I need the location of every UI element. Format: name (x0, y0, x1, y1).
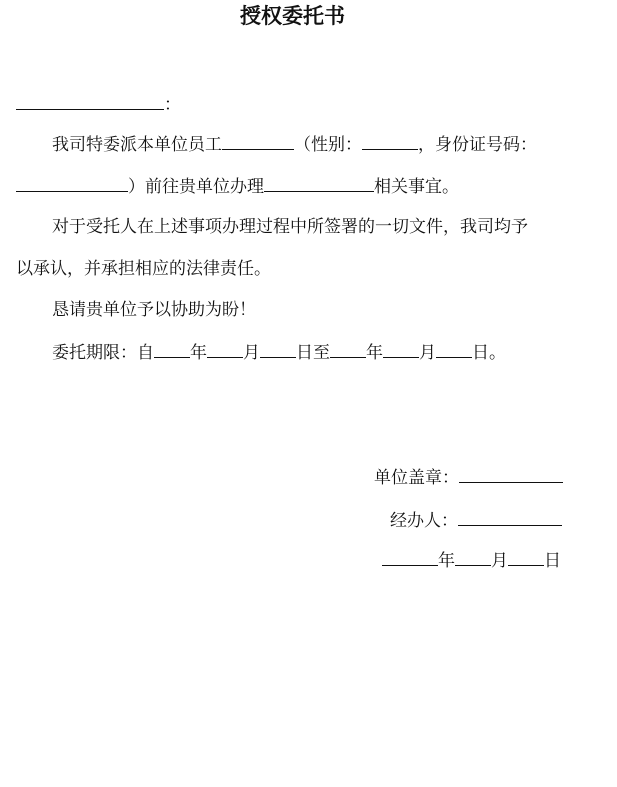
sign-day-blank[interactable] (508, 550, 544, 566)
addressee-blank[interactable] (16, 94, 164, 110)
start-day-blank[interactable] (260, 342, 296, 358)
end-day-blank[interactable] (436, 342, 472, 358)
end-month-blank[interactable] (383, 342, 419, 358)
para2-line1: 对于受托人在上述事项办理过程中所签署的一切文件，我司均予 (52, 217, 528, 237)
sign-date-line: 年 月 日 (382, 550, 561, 571)
para3-line: 恳请贵单位予以协助为盼！ (52, 300, 256, 320)
seal-line: 单位盖章： (374, 467, 563, 488)
handler-line: 经办人： (390, 510, 562, 531)
end-year-blank[interactable] (330, 342, 366, 358)
sign-year-blank[interactable] (382, 550, 438, 566)
para1-line1: 我司特委派本单位员工 （性别： ，身份证号码： (52, 135, 537, 155)
para1-line2: ）前往贵单位办理 相关事宜。 (16, 176, 459, 197)
handler-blank[interactable] (458, 510, 562, 526)
para2-line2: 以承认，并承担相应的法律责任。 (16, 259, 271, 279)
id-number-blank[interactable] (16, 176, 128, 192)
gender-blank[interactable] (362, 134, 418, 150)
addressee-line: ： (16, 94, 181, 115)
employee-name-blank[interactable] (222, 134, 294, 150)
start-month-blank[interactable] (207, 342, 243, 358)
entrust-period-line: 委托期限：自 年 月 日至 年 月 日。 (52, 343, 506, 363)
document-title: 授权委托书 (240, 3, 345, 28)
sign-month-blank[interactable] (455, 550, 491, 566)
start-year-blank[interactable] (154, 342, 190, 358)
seal-blank[interactable] (459, 467, 563, 483)
matter-blank[interactable] (264, 176, 374, 192)
